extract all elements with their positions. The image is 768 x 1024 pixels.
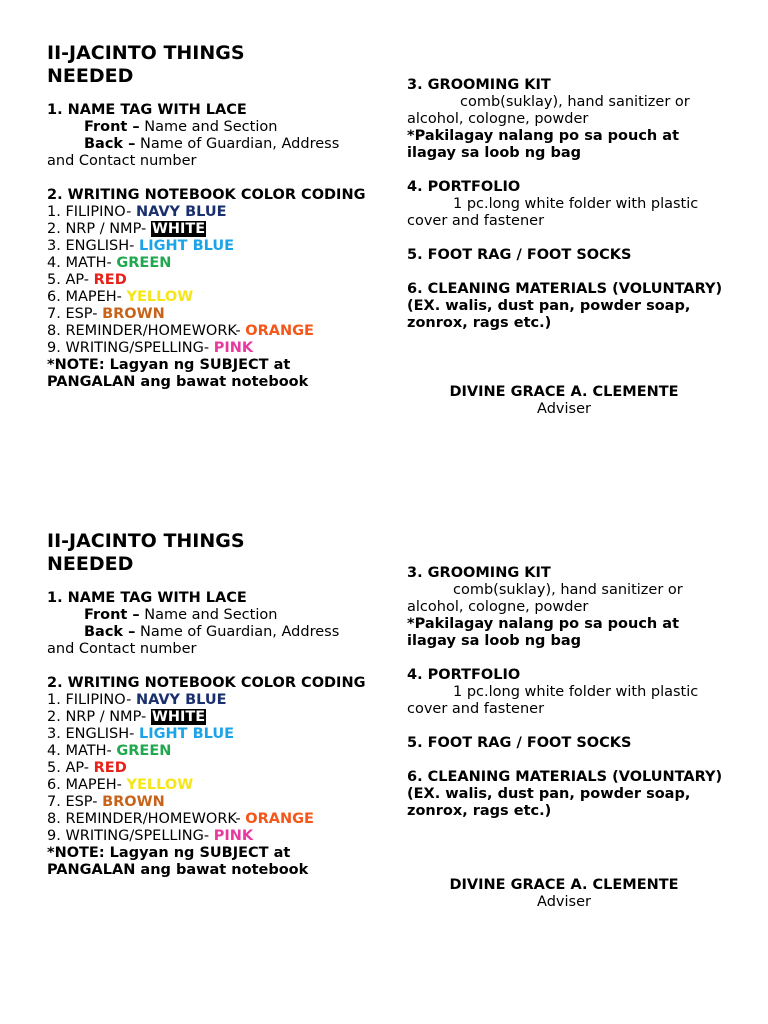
subject-color-name: NAVY BLUE bbox=[135, 692, 227, 708]
left-column bbox=[47, 42, 377, 391]
subject-label: 2. NRP / NMP- bbox=[47, 709, 151, 725]
item1-heading: 1. NAME TAG WITH LACE bbox=[47, 102, 247, 118]
cleaning-detail: (EX. walis, dust pan, powder soap, zonrox, rags etc.) bbox=[407, 298, 691, 331]
portfolio-detail-cont: cover and fastener bbox=[407, 701, 545, 717]
subject-color-name: LIGHT BLUE bbox=[139, 726, 235, 742]
back-text: Name of Guardian, Address bbox=[135, 136, 340, 152]
subject-row bbox=[47, 323, 377, 340]
subject-label: 8. REMINDER/HOMEWORK- bbox=[47, 323, 246, 339]
subject-color-name: WHITE bbox=[151, 709, 206, 725]
item5-heading: 5. FOOT RAG / FOOT SOCKS bbox=[407, 735, 632, 751]
subject-row bbox=[47, 289, 377, 306]
subject-color-name: GREEN bbox=[116, 743, 172, 759]
subject-label: 2. NRP / NMP- bbox=[47, 221, 151, 237]
subject-label: 9. WRITING/SPELLING- bbox=[47, 828, 214, 844]
subject-label: 4. MATH- bbox=[47, 743, 117, 759]
name-tag-back bbox=[47, 136, 377, 153]
subject-label: 7. ESP- bbox=[47, 794, 103, 810]
front-label: Front – bbox=[84, 607, 140, 623]
grooming-detail-cont: alcohol, cologne, powder bbox=[407, 111, 589, 127]
portfolio-detail-cont: cover and fastener bbox=[407, 213, 545, 229]
subject-row bbox=[47, 760, 377, 777]
adviser-role: Adviser bbox=[537, 894, 591, 910]
grooming-detail: comb(suklay), hand sanitizer or bbox=[453, 582, 683, 598]
subject-row bbox=[47, 272, 377, 289]
subject-list bbox=[47, 692, 377, 845]
subject-label: 6. MAPEH- bbox=[47, 289, 127, 305]
subject-row bbox=[47, 306, 377, 323]
subject-color-name: PINK bbox=[213, 340, 254, 356]
portfolio-detail: 1 pc.long white folder with plastic bbox=[453, 196, 699, 212]
grooming-note: *Pakilagay nalang po sa pouch at ilagay sa loob ng bag bbox=[407, 616, 680, 649]
subject-label: 5. AP- bbox=[47, 760, 94, 776]
subject-color-name: ORANGE bbox=[245, 323, 314, 339]
name-tag-back bbox=[47, 624, 377, 641]
subject-color-name: RED bbox=[93, 272, 127, 288]
portfolio-detail: 1 pc.long white folder with plastic bbox=[453, 684, 699, 700]
subject-color-name: LIGHT BLUE bbox=[139, 238, 235, 254]
notebook-note: *NOTE: Lagyan ng SUBJECT at PANGALAN ang bawat notebook bbox=[47, 845, 309, 878]
item3-heading: 3. GROOMING KIT bbox=[407, 565, 551, 581]
back-label: Back – bbox=[84, 136, 136, 152]
things-needed-sheet-top bbox=[0, 0, 768, 490]
item4-heading: 4. PORTFOLIO bbox=[407, 667, 521, 683]
subject-row bbox=[47, 794, 377, 811]
item3-heading: 3. GROOMING KIT bbox=[407, 77, 551, 93]
signature-block bbox=[407, 384, 721, 418]
subject-label: 7. ESP- bbox=[47, 306, 103, 322]
subject-row bbox=[47, 255, 377, 272]
back-text-cont: and Contact number bbox=[47, 641, 197, 657]
subject-row bbox=[47, 221, 377, 238]
grooming-detail: comb(suklay), hand sanitizer or bbox=[460, 94, 690, 110]
subject-label: 5. AP- bbox=[47, 272, 94, 288]
subject-row bbox=[47, 777, 377, 794]
front-label: Front – bbox=[84, 119, 140, 135]
subject-color-name: NAVY BLUE bbox=[135, 204, 227, 220]
subject-color-name: BROWN bbox=[102, 306, 165, 322]
subject-label: 3. ENGLISH- bbox=[47, 238, 139, 254]
page-title: II-JACINTO THINGS NEEDED bbox=[47, 530, 245, 575]
grooming-note: *Pakilagay nalang po sa pouch at ilagay sa loob ng bag bbox=[407, 128, 680, 161]
subject-row bbox=[47, 828, 377, 845]
item6-heading: 6. CLEANING MATERIALS (VOLUNTARY) bbox=[407, 769, 723, 785]
subject-row bbox=[47, 692, 377, 709]
item6-heading: 6. CLEANING MATERIALS (VOLUNTARY) bbox=[407, 281, 723, 297]
back-text-cont: and Contact number bbox=[47, 153, 197, 169]
subject-label: 1. FILIPINO- bbox=[47, 204, 136, 220]
adviser-name: DIVINE GRACE A. CLEMENTE bbox=[449, 877, 679, 893]
name-tag-front bbox=[47, 607, 377, 624]
name-tag-front bbox=[47, 119, 377, 136]
subject-label: 8. REMINDER/HOMEWORK- bbox=[47, 811, 246, 827]
cleaning-detail: (EX. walis, dust pan, powder soap, zonrox, rags etc.) bbox=[407, 786, 691, 819]
left-column bbox=[47, 530, 377, 879]
subject-label: 6. MAPEH- bbox=[47, 777, 127, 793]
back-label: Back – bbox=[84, 624, 136, 640]
subject-label: 1. FILIPINO- bbox=[47, 692, 136, 708]
notebook-note: *NOTE: Lagyan ng SUBJECT at PANGALAN ang bawat notebook bbox=[47, 357, 309, 390]
item1-heading: 1. NAME TAG WITH LACE bbox=[47, 590, 247, 606]
subject-row bbox=[47, 726, 377, 743]
page-title: II-JACINTO THINGS NEEDED bbox=[47, 42, 245, 87]
back-text: Name of Guardian, Address bbox=[135, 624, 340, 640]
item2-heading: 2. WRITING NOTEBOOK COLOR CODING bbox=[47, 187, 366, 203]
grooming-detail-cont: alcohol, cologne, powder bbox=[407, 599, 589, 615]
subject-row bbox=[47, 238, 377, 255]
item4-heading: 4. PORTFOLIO bbox=[407, 179, 521, 195]
signature-block bbox=[407, 877, 721, 911]
subject-label: 3. ENGLISH- bbox=[47, 726, 139, 742]
right-column bbox=[407, 77, 727, 332]
subject-label: 4. MATH- bbox=[47, 255, 117, 271]
subject-row bbox=[47, 709, 377, 726]
subject-color-name: YELLOW bbox=[126, 777, 194, 793]
subject-row bbox=[47, 743, 377, 760]
things-needed-sheet-bottom bbox=[0, 488, 768, 978]
front-text: Name and Section bbox=[139, 119, 278, 135]
subject-row bbox=[47, 340, 377, 357]
subject-color-name: YELLOW bbox=[126, 289, 194, 305]
item5-heading: 5. FOOT RAG / FOOT SOCKS bbox=[407, 247, 632, 263]
right-column bbox=[407, 565, 727, 820]
front-text: Name and Section bbox=[139, 607, 278, 623]
subject-label: 9. WRITING/SPELLING- bbox=[47, 340, 214, 356]
subject-row bbox=[47, 204, 377, 221]
subject-list bbox=[47, 204, 377, 357]
subject-row bbox=[47, 811, 377, 828]
item2-heading: 2. WRITING NOTEBOOK COLOR CODING bbox=[47, 675, 366, 691]
subject-color-name: PINK bbox=[213, 828, 254, 844]
subject-color-name: BROWN bbox=[102, 794, 165, 810]
subject-color-name: ORANGE bbox=[245, 811, 314, 827]
subject-color-name: RED bbox=[93, 760, 127, 776]
adviser-name: DIVINE GRACE A. CLEMENTE bbox=[449, 384, 679, 400]
subject-color-name: GREEN bbox=[116, 255, 172, 271]
subject-color-name: WHITE bbox=[151, 221, 206, 237]
adviser-role: Adviser bbox=[537, 401, 591, 417]
